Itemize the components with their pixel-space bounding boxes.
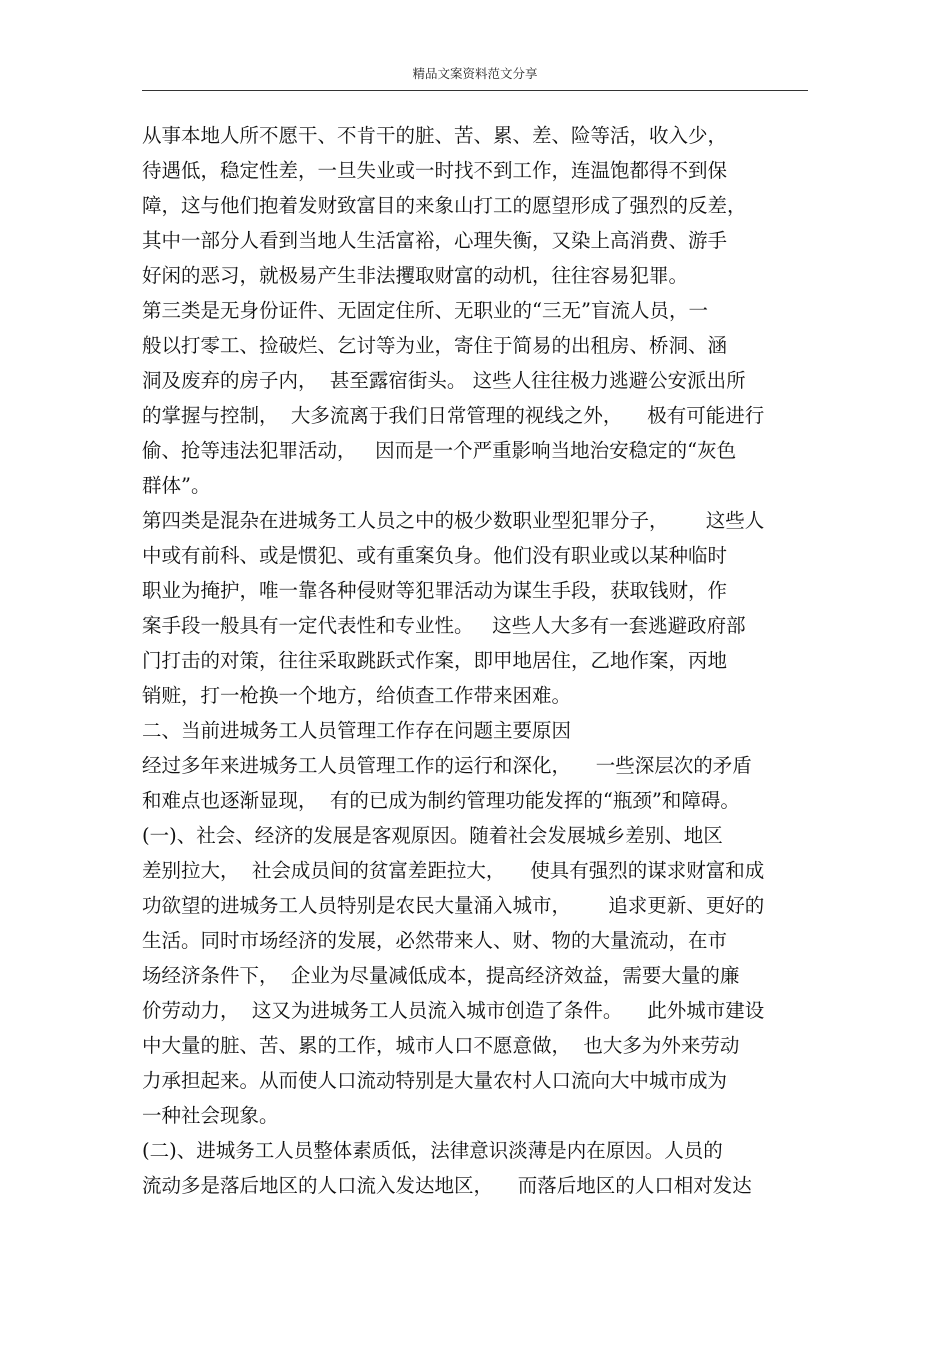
text-line: (一)、社会、经济的发展是客观原因。随着社会发展城乡差别、地区 — [142, 824, 723, 847]
body-text — [142, 118, 822, 1203]
text-line: 群体”。 — [142, 474, 211, 497]
text-line: 待遇低，稳定性差，一旦失业或一时找不到工作，连温饱都得不到保 — [142, 159, 728, 182]
text-line: 从事本地人所不愿干、不肯干的脏、苦、累、差、险等活，收入少， — [142, 124, 728, 147]
text-line: 力承担起来。从而使人口流动特别是大量农村人口流向大中城市成为 — [142, 1069, 728, 1092]
text-line: 生活。同时市场经济的发展，必然带来人、财、物的大量流动，在市 — [142, 929, 728, 952]
text-line: 和难点也逐渐显现， 有的已成为制约管理功能发挥的“瓶颈”和障碍。 — [142, 789, 740, 812]
text-line: 中大量的脏、苦、累的工作，城市人口不愿意做， 也大多为外来劳动 — [142, 1034, 740, 1057]
page-header: 精品文案资料范文分享 — [412, 66, 538, 81]
text-line: 偷、抢等违法犯罪活动， 因而是一个严重影响当地治安稳定的“灰色 — [142, 439, 737, 462]
text-line: 洞及废弃的房子内， 甚至露宿街头。 这些人往往极力逃避公安派出所 — [142, 369, 746, 392]
text-line: 中或有前科、或是惯犯、或有重案负身。他们没有职业或以某种临时 — [142, 544, 728, 567]
text-line: 案手段一般具有一定代表性和专业性。 这些人大多有一套逃避政府部 — [142, 614, 746, 637]
text-line: 般以打零工、捡破烂、乞讨等为业，寄住于简易的出租房、桥洞、涵 — [142, 334, 728, 357]
section-heading: 二、当前进城务工人员管理工作存在问题主要原因 — [142, 719, 572, 742]
text-line: (二)、进城务工人员整体素质低，法律意识淡薄是内在原因。人员的 — [142, 1139, 723, 1162]
text-line: 流动多是落后地区的人口流入发达地区， 而落后地区的人口相对发达 — [142, 1174, 752, 1197]
text-line: 障，这与他们抱着发财致富目的来象山打工的愿望形成了强烈的反差， — [142, 194, 747, 217]
text-line: 第四类是混杂在进城务工人员之中的极少数职业型犯罪分子， 这些人 — [142, 509, 765, 532]
text-line: 一种社会现象。 — [142, 1104, 279, 1127]
text-line: 职业为掩护，唯一靠各种侵财等犯罪活动为谋生手段，获取钱财，作 — [142, 579, 728, 602]
text-line: 差别拉大， 社会成员间的贫富差距拉大， 使具有强烈的谋求财富和成 — [142, 859, 765, 882]
text-line: 场经济条件下， 企业为尽量减低成本，提高经济效益，需要大量的廉 — [142, 964, 740, 987]
text-line: 价劳动力， 这又为进城务工人员流入城市创造了条件。 此外城市建设 — [142, 999, 765, 1022]
text-line: 其中一部分人看到当地人生活富裕，心理失衡，又染上高消费、游手 — [142, 229, 728, 252]
text-line: 经过多年来进城务工人员管理工作的运行和深化， 一些深层次的矛盾 — [142, 754, 752, 777]
header-divider — [142, 90, 808, 91]
text-line: 第三类是无身份证件、无固定住所、无职业的“三无”盲流人员，一 — [142, 299, 708, 322]
text-line: 门打击的对策，往往采取跳跃式作案，即甲地居住，乙地作案，丙地 — [142, 649, 728, 672]
text-line: 功欲望的进城务工人员特别是农民大量涌入城市， 追求更新、更好的 — [142, 894, 765, 917]
text-line: 的掌握与控制， 大多流离于我们日常管理的视线之外， 极有可能进行 — [142, 404, 765, 427]
text-line: 销赃，打一枪换一个地方，给侦查工作带来困难。 — [142, 684, 572, 707]
text-line: 好闲的恶习，就极易产生非法攫取财富的动机，往往容易犯罪。 — [142, 264, 689, 287]
